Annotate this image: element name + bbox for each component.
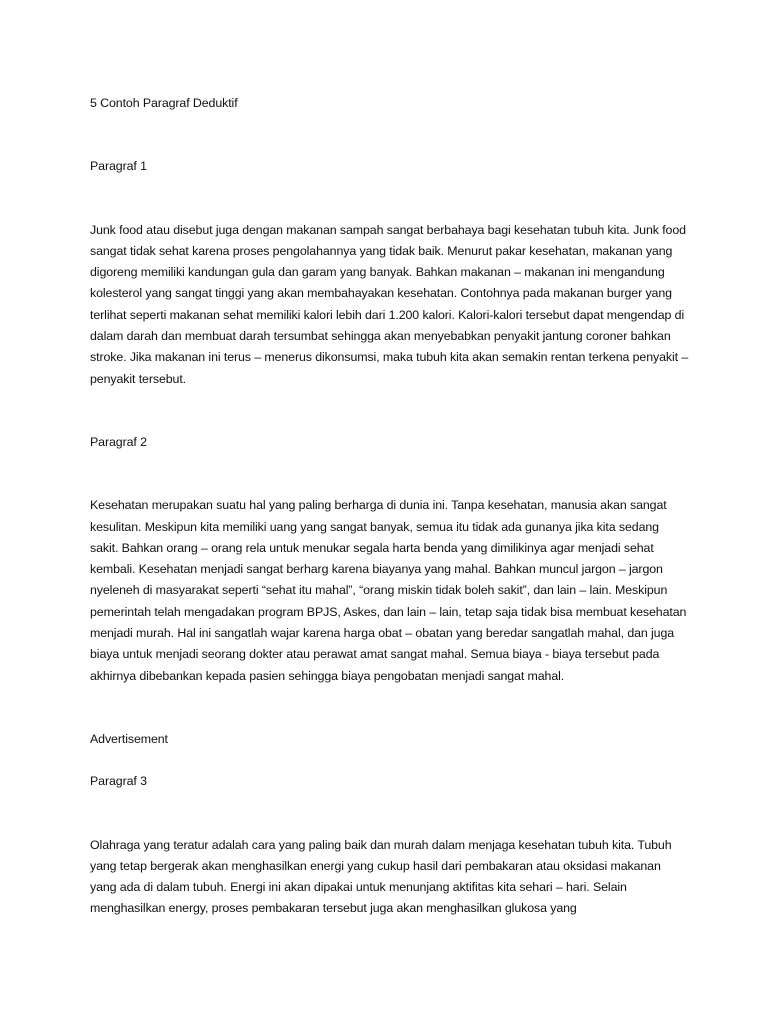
section-text-paragraf-1: Junk food atau disebut juga dengan makanan sampah sangat berbahaya bagi kesehatan tubuh kita. Junk food sangat tidak sehat karena proses pengolahannya yang tidak baik. Menurut pakar kesehatan, makanan yang digoreng memiliki kandungan gula dan garam yang banyak. Bahkan makanan – makanan ini mengandung kolesterol yang sangat tinggi yang akan membahayakan kesehatan. Contohnya pada makanan burger yang terlihat seperti makanan sehat memiliki kalori lebih dari 1.200 kalori. Kalori-kalori tersebut dapat mengendap di dalam darah dan membuat darah tersumbat sehingga akan menyebabkan penyakit jantung coroner bahkan stroke. Jika makanan ini terus – menerus dikonsumsi, maka tubuh kita akan semakin rentan terkena penyakit – penyakit tersebut. <box>90 222 689 386</box>
section-heading-paragraf-3: Paragraf 3 <box>90 774 147 789</box>
advertisement-label: Advertisement <box>90 731 168 746</box>
document-body <box>90 93 690 920</box>
document-title: 5 Contoh Paragraf Deduktif <box>90 96 238 110</box>
section-text-paragraf-2: Kesehatan merupakan suatu hal yang paling berharga di dunia ini. Tanpa kesehatan, manusia akan sangat kesulitan. Meskipun kita memiliki uang yang sangat banyak, semua itu tidak ada gunanya jika kita sedang sakit. Bahkan orang – orang rela untuk menukar segala harta benda yang dimilikinya agar menjadi sehat kembali. Kesehatan menjadi sangat berharg karena biayanya yang mahal. Bahkan muncul jargon – jargon nyeleneh di masyarakat seperti “sehat itu mahal”, “orang miskin tidak boleh sakit”, dan lain – lain. Meskipun pemerintah telah mengadakan program BPJS, Askes, dan lain – lain, tetap saja tidak bisa membuat kesehatan menjadi murah. Hal ini sangatlah wajar karena harga obat – obatan yang beredar sangatlah mahal, dan juga biaya untuk menjadi seorang dokter atau perawat amat sangat mahal. Semua biaya - biaya tersebut pada akhirnya dibebankan kepada pasien sehingga biaya pengobatan menjadi sangat mahal. <box>90 498 687 683</box>
section-heading-paragraf-2: Paragraf 2 <box>90 434 147 449</box>
section-heading-paragraf-1: Paragraf 1 <box>90 159 147 174</box>
section-text-paragraf-3: Olahraga yang teratur adalah cara yang paling baik dan murah dalam menjaga kesehatan tubuh kita. Tubuh yang tetap bergerak akan menghasilkan energi yang cukup hasil dari pembakaran atau oksidasi makanan yang ada di dalam tubuh. Energi ini akan dipakai untuk menunjang aktifitas kita sehari – hari. Selain menghasilkan energy, proses pembakaran tersebut juga akan menghasilkan glukosa yang <box>90 837 672 916</box>
